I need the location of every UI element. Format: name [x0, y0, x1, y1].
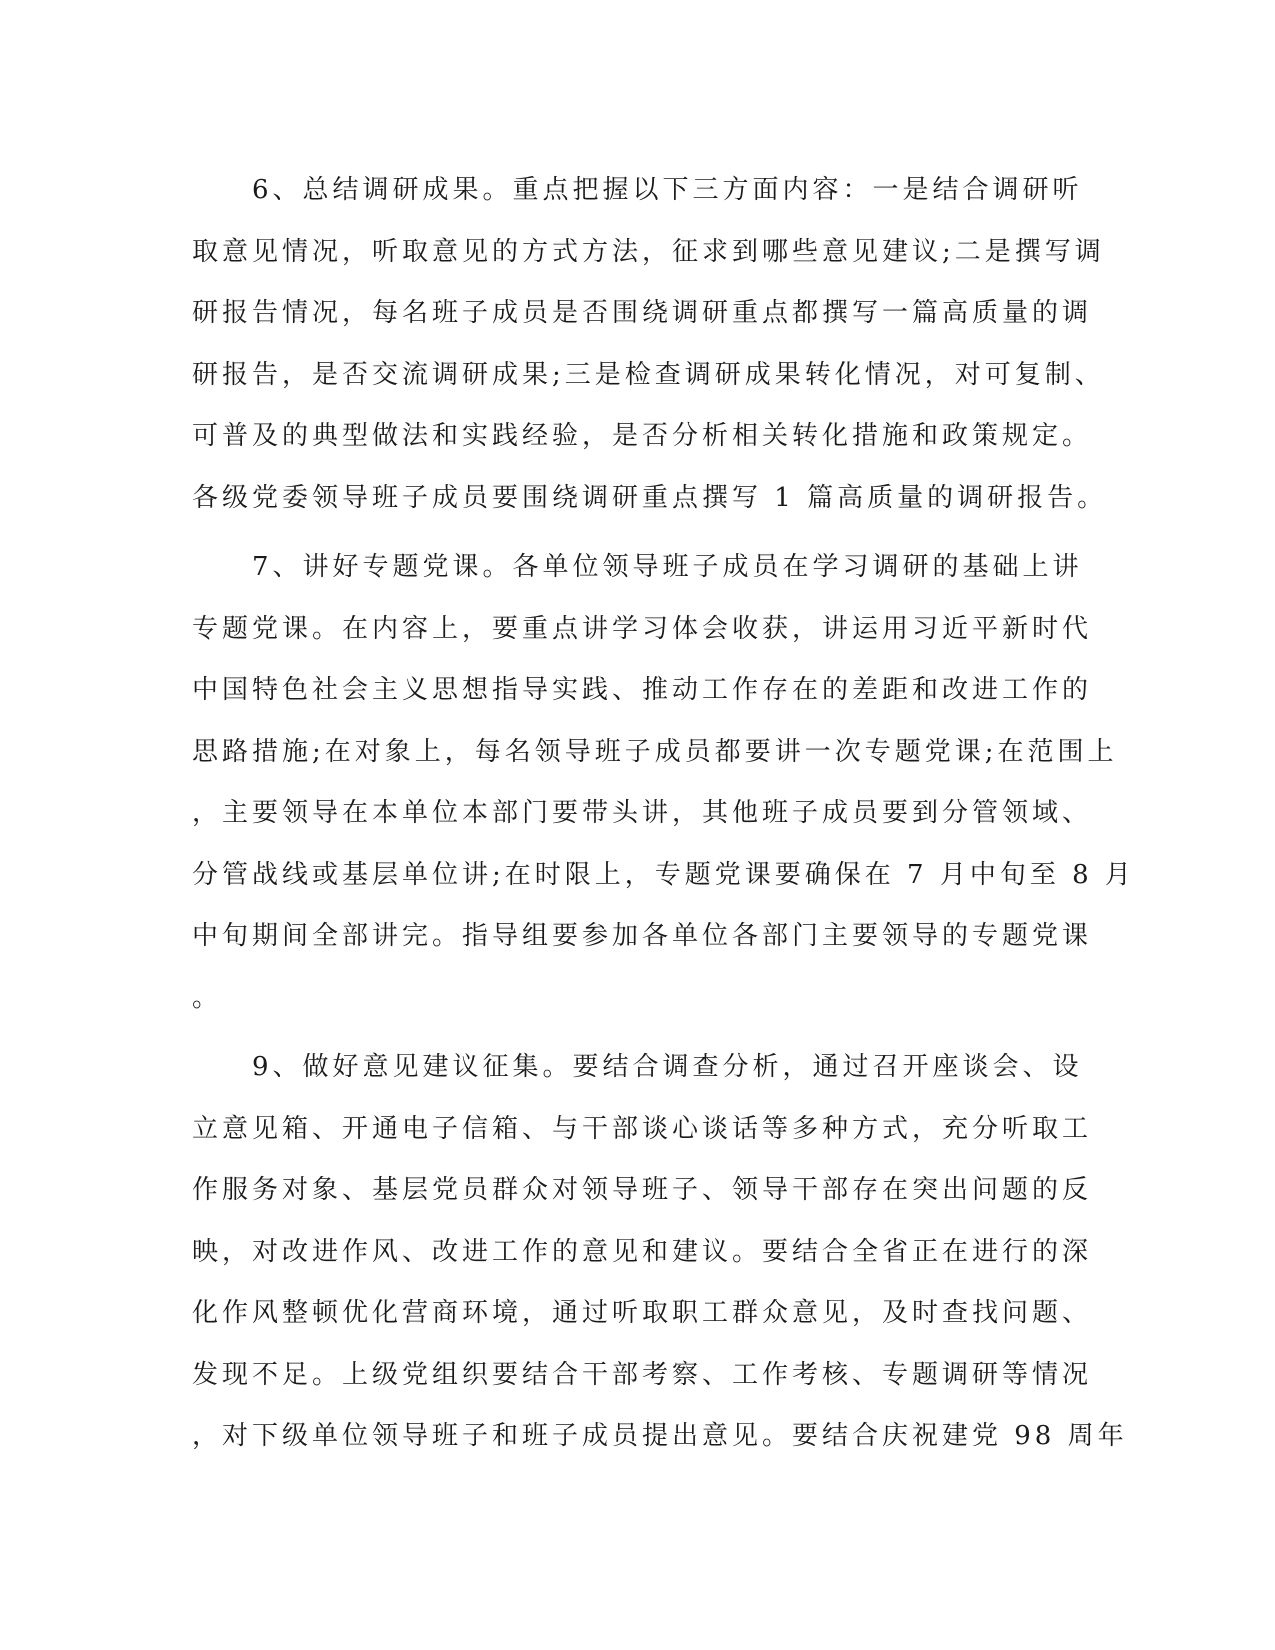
paragraph-item-9: [192, 1037, 1128, 1468]
text-line: 思路措施;在对象上，每名领导班子成员都要讲一次专题党课;在范围上: [192, 736, 1118, 767]
text-line: 作服务对象、基层党员群众对领导班子、领导干部存在突出问题的反: [192, 1175, 1093, 1205]
paragraph-item-7: [192, 537, 1135, 1029]
paragraph-item-6: [192, 160, 1108, 529]
paragraph-spacer: [192, 529, 1072, 537]
text-line: 6、总结调研成果。重点把握以下三方面内容：一是结合调研听: [192, 175, 1083, 205]
text-line: 分管战线或基层单位讲;在时限上，专题党课要确保在 7 月中旬至 8 月: [192, 859, 1135, 890]
text-line: 7、讲好专题党课。各单位领导班子成员在学习调研的基础上讲: [192, 552, 1083, 582]
text-line: 立意见箱、开通电子信箱、与干部谈心谈话等多种方式，充分听取工: [192, 1113, 1093, 1144]
text-line: 专题党课。在内容上，要重点讲学习体会收获，讲运用习近平新时代: [192, 613, 1093, 644]
text-line: 各级党委领导班子成员要围绕调研重点撰写 1 篇高质量的调研报告。: [192, 482, 1108, 513]
document-body: [192, 160, 1135, 1468]
text-line: 可普及的典型做法和实践经验，是否分析相关转化措施和政策规定。: [192, 421, 1093, 451]
paragraph-spacer: [192, 1029, 1072, 1037]
text-line: 。: [192, 982, 223, 1013]
text-line: 中旬期间全部讲完。指导组要参加各单位各部门主要领导的专题党课: [192, 921, 1093, 951]
text-line: 9、做好意见建议征集。要结合调查分析，通过召开座谈会、设: [192, 1052, 1083, 1082]
text-line: 研报告，是否交流调研成果;三是检查调研成果转化情况，对可复制、: [192, 359, 1105, 390]
text-line: 研报告情况，每名班子成员是否围绕调研重点都撰写一篇高质量的调: [192, 298, 1093, 328]
text-line: ，对下级单位领导班子和班子成员提出意见。要结合庆祝建党 98 周年: [192, 1421, 1128, 1451]
text-line: 化作风整顿优化营商环境，通过听取职工群众意见，及时查找问题、: [192, 1298, 1093, 1328]
text-line: ，主要领导在本单位本部门要带头讲，其他班子成员要到分管领域、: [192, 798, 1093, 828]
text-line: 映，对改进作风、改进工作的意见和建议。要结合全省正在进行的深: [192, 1236, 1093, 1267]
text-line: 取意见情况，听取意见的方式方法，征求到哪些意见建议;二是撰写调: [192, 236, 1105, 267]
text-line: 中国特色社会主义思想指导实践、推动工作存在的差距和改进工作的: [192, 675, 1093, 705]
text-line: 发现不足。上级党组织要结合干部考察、工作考核、专题调研等情况: [192, 1359, 1093, 1390]
